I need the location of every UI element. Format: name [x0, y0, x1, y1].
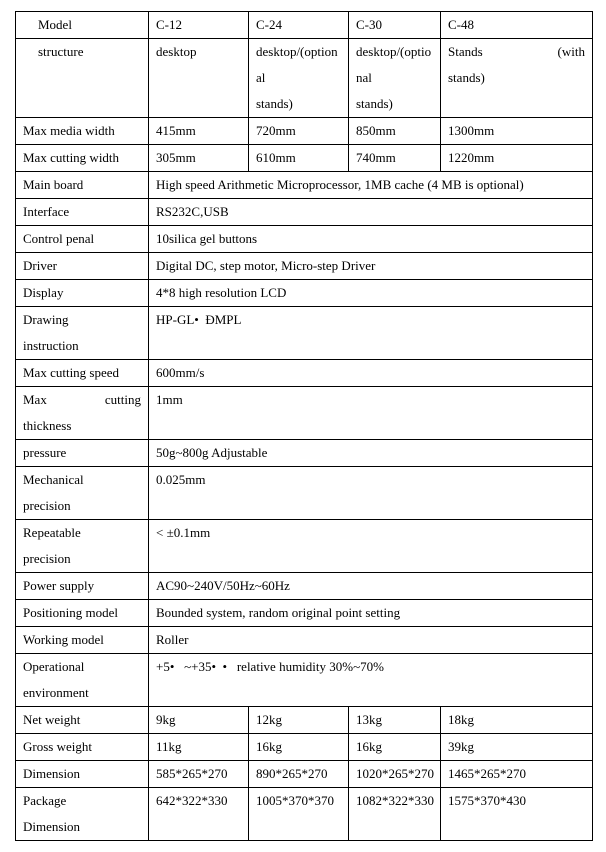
table-cell: desktop [149, 39, 249, 118]
table-row [16, 734, 593, 761]
row-label [16, 520, 149, 573]
structure-row [16, 39, 593, 118]
table-cell: 1300mm [441, 118, 593, 145]
row-label: Max cutting width [16, 145, 149, 172]
table-cell: < ±0.1mm [149, 520, 593, 573]
header-cell: C-24 [249, 12, 349, 39]
table-cell: High speed Arithmetic Microprocessor, 1MB cache (4 MB is optional) [149, 172, 593, 199]
cell-line: stands) [256, 96, 293, 111]
table-cell: 11kg [149, 734, 249, 761]
row-label: Dimension [16, 761, 149, 788]
table-row [16, 118, 593, 145]
row-label [16, 654, 149, 707]
label-line: environment [23, 685, 89, 700]
table-row [16, 280, 593, 307]
cell-line: stands) [448, 70, 485, 85]
table-cell: 1020*265*270 [349, 761, 441, 788]
table-cell: 415mm [149, 118, 249, 145]
row-label [16, 788, 149, 841]
spec-table [15, 171, 593, 707]
table-cell: 9kg [149, 707, 249, 734]
table-row [16, 467, 593, 520]
table-cell: HP-GL• ÐMPL [149, 307, 593, 360]
row-label: Driver [16, 253, 149, 280]
label-line: precision [23, 498, 71, 513]
table-row [16, 253, 593, 280]
table-cell: 10silica gel buttons [149, 226, 593, 253]
table-row [16, 520, 593, 573]
row-label [16, 467, 149, 520]
model-table [15, 11, 593, 172]
label-line: Repeatable [23, 525, 81, 540]
table-cell: 600mm/s [149, 360, 593, 387]
table-cell [349, 39, 441, 118]
table-cell: Bounded system, random original point setting [149, 600, 593, 627]
table-cell: 12kg [249, 707, 349, 734]
table-cell: 850mm [349, 118, 441, 145]
table-row [16, 360, 593, 387]
cell-line: desktop/(option [256, 44, 338, 59]
table-row [16, 172, 593, 199]
table-cell: 13kg [349, 707, 441, 734]
row-label: Net weight [16, 707, 149, 734]
table-cell: 1005*370*370 [249, 788, 349, 841]
table-cell: 740mm [349, 145, 441, 172]
label-line: Package [23, 793, 67, 808]
label-line: Operational [23, 659, 85, 674]
row-label: Control penal [16, 226, 149, 253]
table-cell: 305mm [149, 145, 249, 172]
row-label: Working model [16, 627, 149, 654]
row-label: Max cutting speed [16, 360, 149, 387]
row-label: Max media width [16, 118, 149, 145]
row-label: structure [16, 39, 149, 118]
table-row [16, 307, 593, 360]
table-row [16, 226, 593, 253]
header-cell: C-12 [149, 12, 249, 39]
table-cell: 1575*370*430 [441, 788, 593, 841]
header-cell: C-48 [441, 12, 593, 39]
cell-line: Stands (with [448, 44, 585, 59]
table-cell: 1465*265*270 [441, 761, 593, 788]
table-row [16, 761, 593, 788]
table-row [16, 199, 593, 226]
table-row [16, 387, 593, 440]
table-cell [441, 39, 593, 118]
label-line: precision [23, 551, 71, 566]
header-cell: Model [16, 12, 149, 39]
table-cell: 610mm [249, 145, 349, 172]
table-cell: 39kg [441, 734, 593, 761]
table-cell: AC90~240V/50Hz~60Hz [149, 573, 593, 600]
table-row [16, 600, 593, 627]
row-label: Power supply [16, 573, 149, 600]
table-row [16, 707, 593, 734]
table-cell: 0.025mm [149, 467, 593, 520]
table-cell: +5• ~+35• • relative humidity 30%~70% [149, 654, 593, 707]
row-label: pressure [16, 440, 149, 467]
cell-line: nal [356, 70, 372, 85]
table-cell: Roller [149, 627, 593, 654]
table-row [16, 627, 593, 654]
table-cell: 1082*322*330 [349, 788, 441, 841]
table-row [16, 788, 593, 841]
table-cell: 890*265*270 [249, 761, 349, 788]
table-row [16, 573, 593, 600]
label-line: instruction [23, 338, 79, 353]
table-row [16, 654, 593, 707]
table-cell: 16kg [249, 734, 349, 761]
table-cell: 720mm [249, 118, 349, 145]
label-line: Max cutting [23, 392, 141, 407]
cell-line: stands) [356, 96, 393, 111]
row-label: Gross weight [16, 734, 149, 761]
cell-line: al [256, 70, 266, 85]
table-cell: 4*8 high resolution LCD [149, 280, 593, 307]
row-label: Interface [16, 199, 149, 226]
table-cell [249, 39, 349, 118]
table-cell: 585*265*270 [149, 761, 249, 788]
cell-line: desktop/(optio [356, 44, 432, 59]
header-row [16, 12, 593, 39]
row-label [16, 387, 149, 440]
table-cell: 16kg [349, 734, 441, 761]
label-line: Drawing [23, 312, 69, 327]
table-cell: 18kg [441, 707, 593, 734]
table-cell: 642*322*330 [149, 788, 249, 841]
table-cell: 1220mm [441, 145, 593, 172]
row-label: Main board [16, 172, 149, 199]
table-cell: Digital DC, step motor, Micro-step Driver [149, 253, 593, 280]
table-cell: 1mm [149, 387, 593, 440]
label-line: Mechanical [23, 472, 84, 487]
dimension-table [15, 706, 593, 841]
table-cell: 50g~800g Adjustable [149, 440, 593, 467]
label-line: Dimension [23, 819, 81, 834]
label-line: thickness [23, 418, 72, 433]
row-label: Display [16, 280, 149, 307]
row-label: Positioning model [16, 600, 149, 627]
row-label [16, 307, 149, 360]
table-row [16, 145, 593, 172]
table-cell: RS232C,USB [149, 199, 593, 226]
table-row [16, 440, 593, 467]
header-cell: C-30 [349, 12, 441, 39]
